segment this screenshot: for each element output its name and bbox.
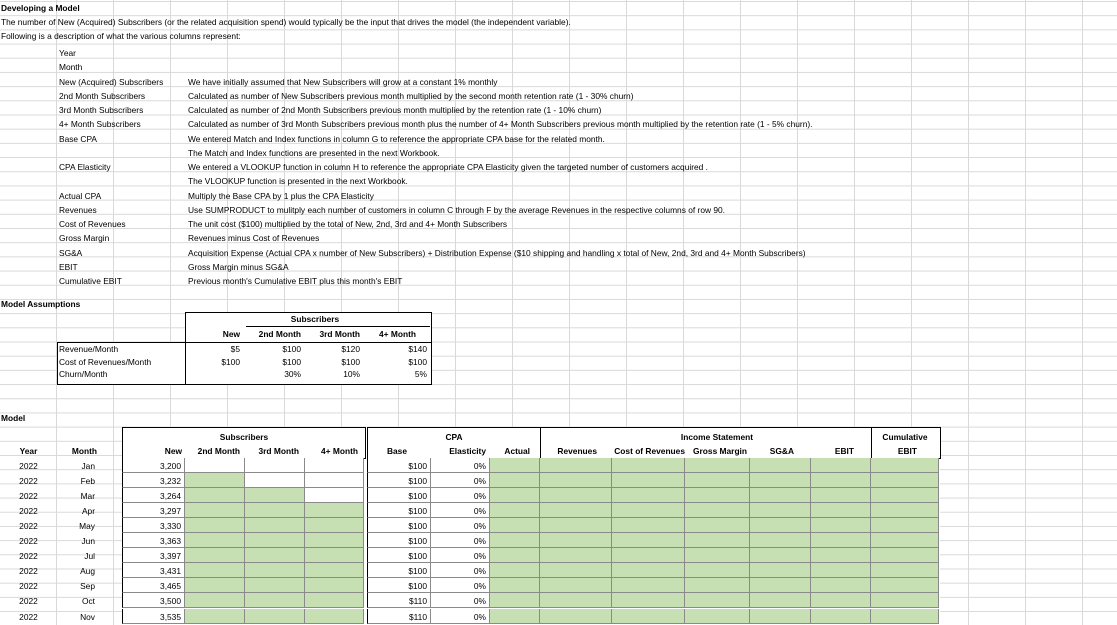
model-group-subscribers[interactable]: Subscribers bbox=[219, 432, 269, 442]
assumption-row-label[interactable]: Churn/Month bbox=[59, 369, 108, 379]
assumption-value[interactable]: $5 bbox=[230, 344, 240, 354]
model-gross-cell[interactable] bbox=[685, 563, 750, 578]
model-sga-cell[interactable] bbox=[750, 578, 811, 593]
model-gross-cell[interactable] bbox=[685, 458, 750, 473]
model-four-cell[interactable] bbox=[305, 609, 364, 624]
assumption-value[interactable]: 5% bbox=[414, 369, 427, 379]
model-gross-cell[interactable] bbox=[685, 593, 750, 608]
model-second-cell[interactable] bbox=[185, 593, 245, 608]
assumption-row-label[interactable]: Cost of Revenues/Month bbox=[59, 356, 152, 367]
model-base-value[interactable]: $110 bbox=[408, 596, 427, 607]
description-label[interactable]: New (Acquired) Subscribers bbox=[59, 76, 164, 87]
model-month-cell[interactable]: Feb bbox=[80, 476, 95, 487]
model-gross-cell[interactable] bbox=[685, 503, 750, 518]
intro-line-1[interactable]: The number of New (Acquired) Subscribers (or the related acquisition spend) would typically be the input that drives the model (the independent variable). bbox=[1, 17, 571, 27]
model-elasticity-value[interactable]: 0% bbox=[473, 536, 486, 547]
model-rev-cell[interactable] bbox=[540, 593, 612, 608]
model-sga-cell[interactable] bbox=[750, 518, 811, 533]
model-ebit-cell[interactable] bbox=[811, 473, 871, 488]
model-sga-cell[interactable] bbox=[750, 503, 811, 518]
model-col-base[interactable]: Base bbox=[386, 446, 407, 456]
assumptions-col-new[interactable]: New bbox=[222, 329, 240, 339]
assumption-value[interactable]: $140 bbox=[408, 344, 427, 354]
model-elasticity-value[interactable]: 0% bbox=[473, 491, 486, 502]
model-third-cell[interactable] bbox=[245, 563, 305, 578]
model-ebit-cell[interactable] bbox=[811, 518, 871, 533]
model-cost-cell[interactable] bbox=[612, 488, 685, 503]
model-ebit-cell[interactable] bbox=[811, 593, 871, 608]
model-rev-cell[interactable] bbox=[540, 518, 612, 533]
model-third-cell[interactable] bbox=[245, 503, 305, 518]
model-group-cpa[interactable]: CPA bbox=[445, 432, 463, 442]
model-base-value[interactable]: $100 bbox=[408, 566, 427, 577]
model-ebit-cell[interactable] bbox=[811, 563, 871, 578]
model-col-revenues[interactable]: Revenues bbox=[557, 446, 597, 456]
model-sga-cell[interactable] bbox=[750, 548, 811, 563]
model-cum-cell[interactable] bbox=[871, 563, 939, 578]
description-label[interactable]: Actual CPA bbox=[59, 190, 102, 201]
model-month-cell[interactable]: Oct bbox=[81, 596, 95, 607]
assumptions-group-header[interactable]: Subscribers bbox=[290, 314, 340, 324]
model-cum-cell[interactable] bbox=[871, 488, 939, 503]
model-col-year[interactable]: Year bbox=[19, 446, 38, 456]
sheet-title[interactable]: Developing a Model bbox=[1, 3, 80, 13]
model-group-income[interactable]: Income Statement bbox=[680, 432, 754, 442]
model-col-new[interactable]: New bbox=[164, 446, 182, 456]
model-new-value[interactable]: 3,465 bbox=[160, 581, 181, 592]
model-ebit-cell[interactable] bbox=[811, 548, 871, 563]
model-rev-cell[interactable] bbox=[540, 548, 612, 563]
model-year-cell[interactable]: 2022 bbox=[19, 461, 38, 471]
model-col-sga[interactable]: SG&A bbox=[769, 446, 794, 456]
model-month-cell[interactable]: Nov bbox=[80, 611, 95, 622]
model-year-cell[interactable]: 2022 bbox=[19, 581, 38, 592]
model-four-cell[interactable] bbox=[305, 578, 364, 593]
model-base-value[interactable]: $100 bbox=[408, 551, 427, 562]
model-month-cell[interactable]: Jun bbox=[81, 536, 95, 547]
description-text[interactable]: We entered a VLOOKUP function in column H to reference the appropriate CPA Elasticity given the targeted number of customers acquired . bbox=[188, 162, 708, 172]
model-third-cell[interactable] bbox=[245, 578, 305, 593]
model-actual-cell[interactable] bbox=[490, 548, 540, 563]
model-second-cell[interactable] bbox=[185, 503, 245, 518]
assumptions-col-2nd[interactable]: 2nd Month bbox=[258, 329, 301, 339]
model-sga-cell[interactable] bbox=[750, 563, 811, 578]
model-ebit-cell[interactable] bbox=[811, 578, 871, 593]
model-col-cost[interactable]: Cost of Revenues bbox=[614, 446, 685, 456]
model-second-cell[interactable] bbox=[185, 473, 245, 488]
model-col-month[interactable]: Month bbox=[71, 446, 97, 456]
model-third-cell[interactable] bbox=[245, 548, 305, 563]
model-group-cumulative[interactable]: Cumulative bbox=[882, 432, 928, 442]
description-text[interactable]: The VLOOKUP function is presented in the next Workbook. bbox=[188, 176, 408, 187]
model-four-cell[interactable] bbox=[305, 518, 364, 533]
model-month-cell[interactable]: Aug bbox=[80, 566, 95, 577]
model-col-elasticity[interactable]: Elasticity bbox=[449, 446, 486, 456]
model-rev-cell[interactable] bbox=[540, 578, 612, 593]
model-elasticity-value[interactable]: 0% bbox=[473, 551, 486, 562]
model-month-cell[interactable]: Jul bbox=[84, 551, 95, 562]
model-year-cell[interactable]: 2022 bbox=[19, 521, 38, 532]
model-year-cell[interactable]: 2022 bbox=[19, 551, 38, 562]
model-cost-cell[interactable] bbox=[612, 563, 685, 578]
description-text[interactable]: Multiply the Base CPA by 1 plus the CPA Elasticity bbox=[188, 190, 374, 201]
model-third-cell[interactable] bbox=[245, 488, 305, 503]
model-cost-cell[interactable] bbox=[612, 593, 685, 608]
model-col-3rd[interactable]: 3rd Month bbox=[258, 446, 299, 456]
model-new-value[interactable]: 3,232 bbox=[160, 476, 181, 487]
model-elasticity-value[interactable]: 0% bbox=[473, 596, 486, 607]
description-text[interactable]: Revenues minus Cost of Revenues bbox=[188, 233, 320, 244]
model-col-actual[interactable]: Actual bbox=[504, 446, 530, 456]
description-label[interactable]: Base CPA bbox=[59, 133, 98, 144]
model-actual-cell[interactable] bbox=[490, 593, 540, 608]
assumption-value[interactable]: $100 bbox=[282, 344, 301, 354]
assumption-value[interactable]: $100 bbox=[408, 356, 427, 367]
model-four-cell[interactable] bbox=[305, 563, 364, 578]
model-year-cell[interactable]: 2022 bbox=[19, 506, 38, 517]
assumption-value[interactable]: $120 bbox=[341, 344, 360, 354]
description-text[interactable]: We have initially assumed that New Subscribers will grow at a constant 1% monthly bbox=[188, 76, 498, 87]
model-sga-cell[interactable] bbox=[750, 488, 811, 503]
model-third-cell[interactable] bbox=[245, 458, 305, 473]
model-cum-cell[interactable] bbox=[871, 593, 939, 608]
description-label[interactable]: SG&A bbox=[59, 247, 83, 258]
description-label[interactable]: Revenues bbox=[59, 204, 97, 215]
model-elasticity-value[interactable]: 0% bbox=[473, 521, 486, 532]
model-actual-cell[interactable] bbox=[490, 503, 540, 518]
model-ebit-cell[interactable] bbox=[811, 609, 871, 624]
description-label[interactable]: 2nd Month Subscribers bbox=[59, 90, 146, 101]
description-text[interactable]: Calculated as number of 2nd Month Subscribers previous month multiplied by the retention rate (1 - 10% churn) bbox=[188, 105, 602, 115]
model-month-cell[interactable]: Apr bbox=[81, 506, 95, 517]
model-four-cell[interactable] bbox=[305, 548, 364, 563]
model-assumptions-label[interactable]: Model Assumptions bbox=[1, 299, 81, 309]
assumptions-col-3rd[interactable]: 3rd Month bbox=[319, 329, 360, 339]
model-cost-cell[interactable] bbox=[612, 473, 685, 488]
description-text[interactable]: Calculated as number of 3rd Month Subscribers previous month plus the number of 4+ Month Subscribers previous month multiplied by the retention rate (1 - 5% churn). bbox=[188, 119, 813, 130]
model-year-cell[interactable]: 2022 bbox=[19, 611, 38, 622]
model-second-cell[interactable] bbox=[185, 563, 245, 578]
description-label[interactable]: 4+ Month Subscribers bbox=[59, 119, 141, 130]
model-sga-cell[interactable] bbox=[750, 473, 811, 488]
model-actual-cell[interactable] bbox=[490, 488, 540, 503]
model-cum-cell[interactable] bbox=[871, 458, 939, 473]
model-actual-cell[interactable] bbox=[490, 533, 540, 548]
model-cost-cell[interactable] bbox=[612, 609, 685, 624]
assumption-value[interactable]: 10% bbox=[343, 369, 360, 379]
model-base-value[interactable]: $100 bbox=[408, 476, 427, 487]
model-rev-cell[interactable] bbox=[540, 488, 612, 503]
model-sga-cell[interactable] bbox=[750, 458, 811, 473]
model-year-cell[interactable]: 2022 bbox=[19, 491, 38, 502]
model-new-value[interactable]: 3,297 bbox=[160, 506, 181, 517]
model-rev-cell[interactable] bbox=[540, 609, 612, 624]
model-cost-cell[interactable] bbox=[612, 458, 685, 473]
model-gross-cell[interactable] bbox=[685, 578, 750, 593]
model-cost-cell[interactable] bbox=[612, 533, 685, 548]
model-actual-cell[interactable] bbox=[490, 458, 540, 473]
intro-line-2[interactable]: Following is a description of what the various columns represent: bbox=[1, 31, 241, 41]
description-label[interactable]: 3rd Month Subscribers bbox=[59, 105, 144, 115]
model-base-value[interactable]: $100 bbox=[408, 461, 427, 471]
model-cum-cell[interactable] bbox=[871, 473, 939, 488]
model-cost-cell[interactable] bbox=[612, 548, 685, 563]
model-elasticity-value[interactable]: 0% bbox=[473, 566, 486, 577]
model-cost-cell[interactable] bbox=[612, 518, 685, 533]
model-second-cell[interactable] bbox=[185, 458, 245, 473]
assumption-value[interactable]: 30% bbox=[284, 369, 301, 379]
model-rev-cell[interactable] bbox=[540, 473, 612, 488]
description-label[interactable]: Month bbox=[59, 62, 83, 73]
model-month-cell[interactable]: Jan bbox=[81, 461, 95, 471]
model-ebit-cell[interactable] bbox=[811, 503, 871, 518]
description-label[interactable]: Cumulative EBIT bbox=[59, 276, 122, 286]
model-rev-cell[interactable] bbox=[540, 458, 612, 473]
model-col-4plus[interactable]: 4+ Month bbox=[321, 446, 358, 456]
description-text[interactable]: We entered Match and Index functions in column G to reference the appropriate CPA base for the related month. bbox=[188, 133, 605, 144]
model-four-cell[interactable] bbox=[305, 488, 364, 503]
model-month-cell[interactable]: Sep bbox=[80, 581, 95, 592]
model-col-gross[interactable]: Gross Margin bbox=[693, 446, 747, 456]
model-gross-cell[interactable] bbox=[685, 473, 750, 488]
model-third-cell[interactable] bbox=[245, 533, 305, 548]
model-col-ebit[interactable]: EBIT bbox=[834, 446, 854, 456]
assumption-row-label[interactable]: Revenue/Month bbox=[59, 344, 119, 354]
model-four-cell[interactable] bbox=[305, 503, 364, 518]
model-new-value[interactable]: 3,264 bbox=[160, 491, 181, 502]
model-cost-cell[interactable] bbox=[612, 578, 685, 593]
model-four-cell[interactable] bbox=[305, 458, 364, 473]
model-ebit-cell[interactable] bbox=[811, 488, 871, 503]
model-label[interactable]: Model bbox=[1, 413, 26, 423]
model-base-value[interactable]: $100 bbox=[408, 506, 427, 517]
model-base-value[interactable]: $100 bbox=[408, 581, 427, 592]
model-cum-cell[interactable] bbox=[871, 518, 939, 533]
model-new-value[interactable]: 3,500 bbox=[160, 596, 181, 607]
model-sga-cell[interactable] bbox=[750, 593, 811, 608]
description-text[interactable]: Gross Margin minus SG&A bbox=[188, 261, 289, 272]
model-base-value[interactable]: $110 bbox=[408, 611, 427, 622]
model-new-value[interactable]: 3,397 bbox=[160, 551, 181, 562]
model-sga-cell[interactable] bbox=[750, 533, 811, 548]
description-label[interactable]: Gross Margin bbox=[59, 233, 110, 244]
model-actual-cell[interactable] bbox=[490, 609, 540, 624]
assumption-value[interactable]: $100 bbox=[221, 356, 240, 367]
model-gross-cell[interactable] bbox=[685, 533, 750, 548]
model-actual-cell[interactable] bbox=[490, 473, 540, 488]
model-rev-cell[interactable] bbox=[540, 503, 612, 518]
model-ebit-cell[interactable] bbox=[811, 458, 871, 473]
model-second-cell[interactable] bbox=[185, 488, 245, 503]
description-text[interactable]: Previous month's Cumulative EBIT plus this month's EBIT bbox=[188, 276, 403, 286]
model-base-value[interactable]: $100 bbox=[408, 521, 427, 532]
model-elasticity-value[interactable]: 0% bbox=[473, 506, 486, 517]
model-cum-cell[interactable] bbox=[871, 503, 939, 518]
model-gross-cell[interactable] bbox=[685, 548, 750, 563]
model-base-value[interactable]: $100 bbox=[408, 536, 427, 547]
model-elasticity-value[interactable]: 0% bbox=[473, 611, 486, 622]
model-col-2nd[interactable]: 2nd Month bbox=[197, 446, 240, 456]
model-rev-cell[interactable] bbox=[540, 533, 612, 548]
description-label[interactable]: Cost of Revenues bbox=[59, 219, 126, 229]
model-cost-cell[interactable] bbox=[612, 503, 685, 518]
model-cum-cell[interactable] bbox=[871, 533, 939, 548]
model-four-cell[interactable] bbox=[305, 593, 364, 608]
description-label[interactable]: CPA Elasticity bbox=[59, 162, 111, 172]
description-text[interactable]: Calculated as number of New Subscribers previous month multiplied by the second month retention rate (1 - 30% churn) bbox=[188, 90, 634, 101]
model-new-value[interactable]: 3,431 bbox=[160, 566, 181, 577]
model-cum-cell[interactable] bbox=[871, 578, 939, 593]
description-text[interactable]: The unit cost ($100) multiplied by the total of New, 2nd, 3rd and 4+ Month Subscribers bbox=[188, 219, 508, 229]
model-second-cell[interactable] bbox=[185, 518, 245, 533]
model-ebit-cell[interactable] bbox=[811, 533, 871, 548]
model-rev-cell[interactable] bbox=[540, 563, 612, 578]
model-elasticity-value[interactable]: 0% bbox=[473, 581, 486, 592]
model-month-cell[interactable]: Mar bbox=[80, 491, 95, 502]
model-elasticity-value[interactable]: 0% bbox=[473, 476, 486, 487]
model-elasticity-value[interactable]: 0% bbox=[473, 461, 486, 471]
model-actual-cell[interactable] bbox=[490, 578, 540, 593]
model-cum-cell[interactable] bbox=[871, 548, 939, 563]
model-second-cell[interactable] bbox=[185, 609, 245, 624]
model-cum-cell[interactable] bbox=[871, 609, 939, 624]
model-actual-cell[interactable] bbox=[490, 518, 540, 533]
model-new-value[interactable]: 3,200 bbox=[160, 461, 181, 471]
model-third-cell[interactable] bbox=[245, 609, 305, 624]
model-gross-cell[interactable] bbox=[685, 518, 750, 533]
model-year-cell[interactable]: 2022 bbox=[19, 566, 38, 577]
model-base-value[interactable]: $100 bbox=[408, 491, 427, 502]
model-year-cell[interactable]: 2022 bbox=[19, 596, 38, 607]
model-third-cell[interactable] bbox=[245, 593, 305, 608]
assumption-value[interactable]: $100 bbox=[341, 356, 360, 367]
model-new-value[interactable]: 3,363 bbox=[160, 536, 181, 547]
description-label[interactable]: EBIT bbox=[59, 261, 78, 272]
model-gross-cell[interactable] bbox=[685, 609, 750, 624]
model-four-cell[interactable] bbox=[305, 473, 364, 488]
model-month-cell[interactable]: May bbox=[79, 521, 95, 532]
model-second-cell[interactable] bbox=[185, 578, 245, 593]
model-col-cum-ebit[interactable]: EBIT bbox=[897, 446, 917, 456]
model-actual-cell[interactable] bbox=[490, 563, 540, 578]
model-gross-cell[interactable] bbox=[685, 488, 750, 503]
model-second-cell[interactable] bbox=[185, 533, 245, 548]
model-third-cell[interactable] bbox=[245, 473, 305, 488]
assumption-value[interactable]: $100 bbox=[282, 356, 301, 367]
description-label[interactable]: Year bbox=[59, 48, 76, 58]
model-new-value[interactable]: 3,330 bbox=[160, 521, 181, 532]
description-text[interactable]: Acquisition Expense (Actual CPA x number of New Subscribers) + Distribution Expense ($10 shipping and handling x total of New, 2nd, 3rd and 4+ Month Subscribers) bbox=[188, 247, 806, 258]
model-four-cell[interactable] bbox=[305, 533, 364, 548]
description-text[interactable]: The Match and Index functions are presented in the next Workbook. bbox=[188, 147, 440, 158]
model-new-value[interactable]: 3,535 bbox=[160, 611, 181, 622]
description-text[interactable]: Use SUMPRODUCT to mulitply each number of customers in column C through F by the average Revenues in the respective columns of row 90. bbox=[188, 204, 726, 215]
assumptions-col-4plus[interactable]: 4+ Month bbox=[379, 329, 416, 339]
model-second-cell[interactable] bbox=[185, 548, 245, 563]
model-year-cell[interactable]: 2022 bbox=[19, 476, 38, 487]
model-year-cell[interactable]: 2022 bbox=[19, 536, 38, 547]
model-third-cell[interactable] bbox=[245, 518, 305, 533]
model-sga-cell[interactable] bbox=[750, 609, 811, 624]
